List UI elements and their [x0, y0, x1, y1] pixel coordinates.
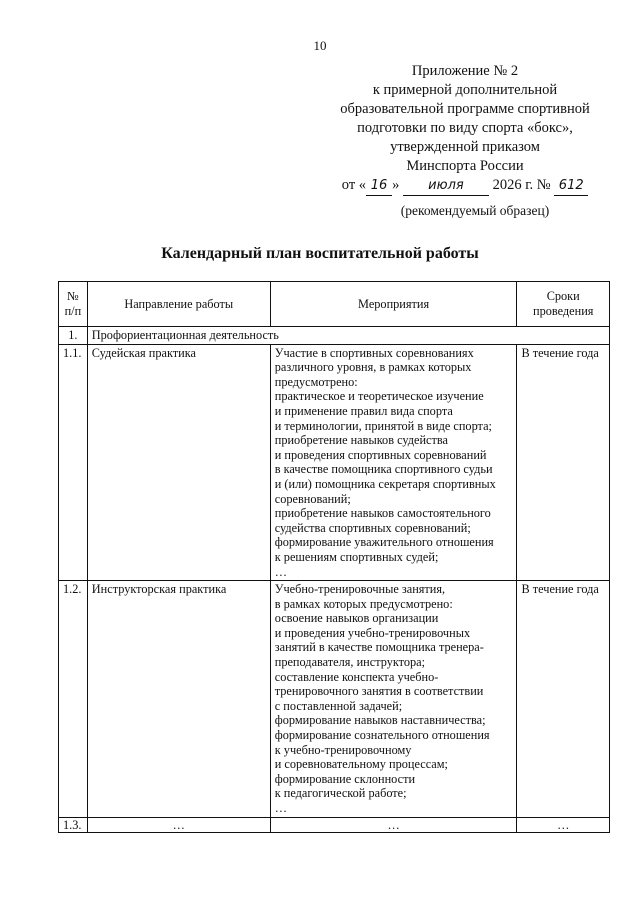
- event-line: с поставленной задачей;: [274, 698, 403, 713]
- event-line: к учебно-тренировочному: [274, 742, 412, 757]
- row-terms: В течение года: [517, 581, 610, 818]
- order-number: 612: [554, 176, 588, 196]
- row-num: 1.3.: [59, 817, 88, 832]
- order-date-line: [300, 176, 630, 196]
- event-line: предусмотрено:: [274, 374, 358, 389]
- appendix-line-5: утвержденной приказом: [390, 139, 540, 155]
- event-line: судейства спортивных соревнований;: [274, 520, 471, 535]
- event-line: и (или) помощника секретаря спортивных: [274, 476, 496, 491]
- event-line: формирование склонности: [274, 771, 416, 786]
- event-line: …: [274, 801, 288, 815]
- header-num: № п/п: [59, 282, 88, 327]
- appendix-line-4: подготовки по виду спорта «бокс»,: [357, 120, 573, 136]
- row-terms: В течение года: [517, 344, 610, 581]
- event-line: в качестве помощника спортивного судьи: [274, 462, 493, 477]
- row-terms: …: [517, 817, 610, 832]
- table-row: [59, 817, 610, 832]
- header-terms: Сроки проведения: [517, 282, 610, 327]
- event-line: преподавателя, инструктора;: [274, 655, 426, 670]
- event-line: …: [274, 564, 288, 579]
- recommended-sample-note: (рекомендуемый образец): [400, 203, 550, 218]
- event-line: и проведения учебно-тренировочных: [274, 625, 471, 640]
- event-line: приобретение навыков самостоятельного: [274, 506, 491, 521]
- event-line: к педагогической работе;: [274, 786, 407, 801]
- event-line: формирование навыков наставничества;: [274, 713, 486, 728]
- row-events: [270, 581, 517, 818]
- appendix-line-3: образовательной программе спортивной: [340, 101, 590, 117]
- table-row: [59, 581, 610, 818]
- event-line: Участие в спортивных соревнованиях: [274, 345, 474, 360]
- event-line: освоение навыков организации: [274, 611, 439, 626]
- event-line: соревнований;: [274, 491, 351, 506]
- event-line: практическое и теоретическое изучение: [274, 389, 484, 404]
- header-direction: Направление работы: [87, 282, 270, 327]
- appendix-title: Приложение № 2: [411, 63, 519, 79]
- event-line: составление конспекта учебно-: [274, 669, 439, 684]
- event-line: тренировочного занятия в соответствии: [274, 684, 484, 699]
- event-line: Учебно-тренировочные занятия,: [274, 582, 446, 597]
- event-line: и применение правил вида спорта: [274, 403, 453, 418]
- row-direction: Инструкторская практика: [87, 581, 270, 818]
- date-prefix: от «: [341, 177, 367, 193]
- event-line: приобретение навыков судейства: [274, 433, 448, 448]
- order-month: июля: [403, 176, 489, 196]
- event-line: формирование уважительного отношения: [274, 535, 494, 550]
- event-line: различного уровня, в рамках которых: [274, 360, 472, 375]
- section-num: 1.: [59, 327, 88, 345]
- header-events: Мероприятия: [270, 282, 517, 327]
- section-title: Профориентационная деятельность: [87, 327, 609, 345]
- row-events: [270, 344, 517, 581]
- row-num: 1.1.: [59, 344, 88, 581]
- row-num: 1.2.: [59, 581, 88, 818]
- event-line: и проведения спортивных соревнований: [274, 447, 487, 462]
- table-header-row: [59, 282, 610, 327]
- table-row: [59, 344, 610, 581]
- appendix-line-2: к примерной дополнительной: [372, 82, 558, 98]
- event-line: и терминологии, принятой в виде спорта;: [274, 418, 492, 433]
- event-line: к решениям спортивных судей;: [274, 549, 439, 564]
- appendix-header: [300, 62, 630, 196]
- page-number: 10: [313, 38, 327, 53]
- event-line: в рамках которых предусмотрено:: [274, 596, 453, 611]
- row-direction: Судейская практика: [87, 344, 270, 581]
- event-line: и соревновательному процессам;: [274, 757, 448, 772]
- row-events: …: [270, 817, 517, 832]
- section-row: [59, 327, 610, 345]
- document-title: Календарный план воспитательной работы: [161, 245, 479, 262]
- date-mid: »: [392, 177, 400, 193]
- order-day: 16: [366, 176, 392, 196]
- row-direction: …: [87, 817, 270, 832]
- appendix-line-6: Минспорта России: [406, 158, 524, 174]
- event-line: занятий в качестве помощника тренера-: [274, 640, 484, 655]
- event-line: формирование сознательного отношения: [274, 728, 490, 743]
- order-year-suffix: 2026 г. №: [492, 177, 551, 193]
- calendar-plan-table: [58, 281, 610, 833]
